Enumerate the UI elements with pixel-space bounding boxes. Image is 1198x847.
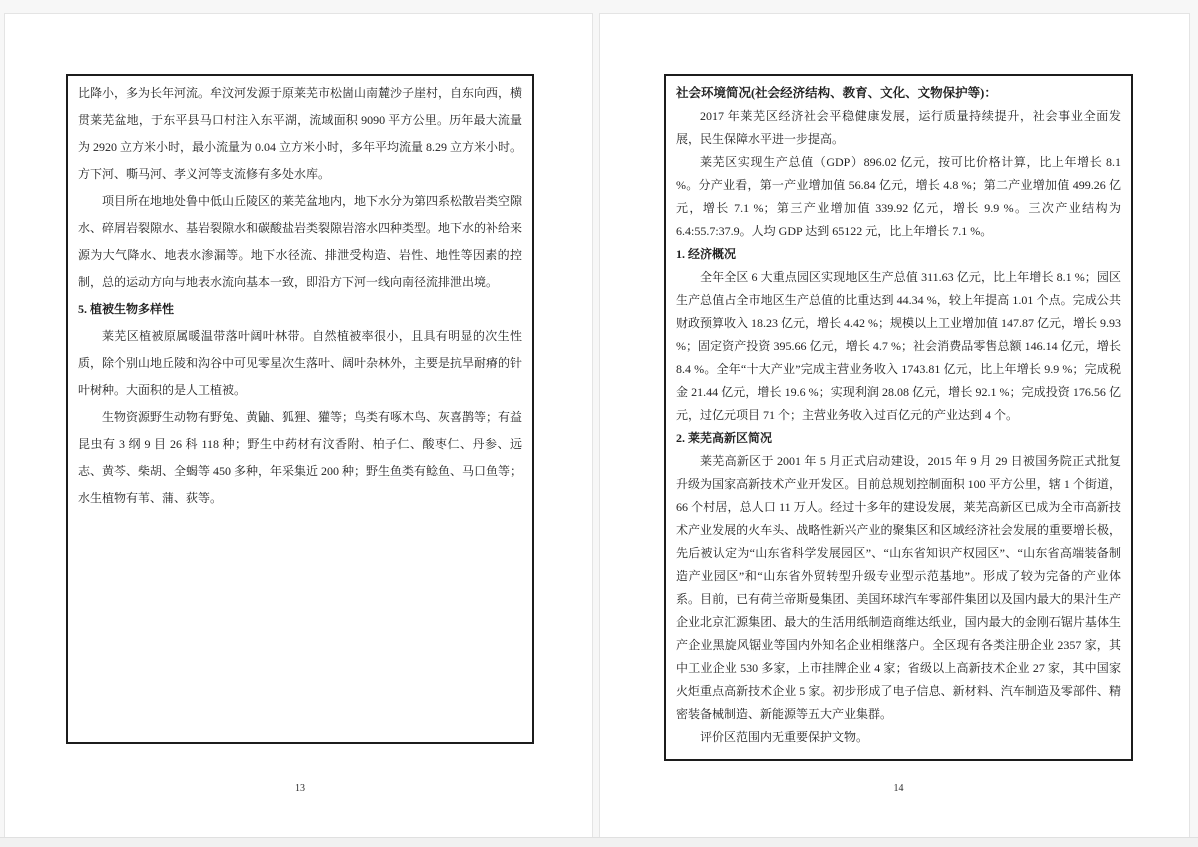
- section-heading: 2. 莱芜高新区简况: [676, 431, 773, 445]
- page-13-content-box: [66, 74, 534, 744]
- section-heading: 1. 经济概况: [676, 247, 737, 261]
- section-title: 社会环境简况(社会经济结构、教育、文化、文物保护等)：: [676, 86, 997, 100]
- paragraph: 评价区范围内无重要保护文物。: [700, 730, 869, 744]
- paragraph: 生物资源野生动物有野兔、黄鼬、狐狸、獾等；鸟类有啄木鸟、灰喜鹊等；有益昆虫有 3 纲 9 目 26 科 118 种；野生中药材有汶香附、柏子仁、酸枣仁、丹参、远志、黄芩、柴胡、全蝎等 450 多种，年采集近 200 种；野生鱼类有鲶鱼、马口鱼等；水生植物有苇、蒲、荻等。: [78, 410, 523, 505]
- page-number-13: 13: [295, 783, 305, 794]
- paragraph: 项目所在地地处鲁中低山丘陵区的莱芜盆地内，地下水分为第四系松散岩类空隙水、碎屑岩裂隙水、基岩裂隙水和碳酸盐岩类裂隙岩溶水四种类型。地下水的补给来源为大气降水、地表水渗漏等。地下水径流、排泄受构造、岩性、地性等因素的控制，总的运动方向与地表水流向基本一致，即沿方下河一线向南径流排泄出境。: [78, 194, 523, 289]
- paragraph: 比降小，多为长年河流。牟汶河发源于原莱芜市松崮山南麓沙子崖村，自东向西，横贯莱芜盆地，于东平县马口村注入东平湖，流域面积 9090 平方公里。历年最大流量为 2920 立方米小时，最小流量为 0.04 立方米小时，多年平均流量 8.29 立方米小时。方下河、嘶马河、孝义河等支流修有多处水库。: [78, 86, 523, 181]
- section-heading: 5. 植被生物多样性: [78, 302, 175, 316]
- page-14-content-box: [664, 74, 1133, 761]
- page-13: [4, 13, 593, 838]
- page-number-14: 14: [893, 783, 904, 794]
- page-14: [599, 13, 1190, 838]
- paragraph: 全年全区 6 大重点园区实现地区生产总值 311.63 亿元，比上年增长 8.1 %；园区生产总值占全市地区生产总值的比重达到 44.34 %，较上年提高 1.01 个点。完成公共财政预算收入 18.23 亿元，增长 4.42 %；规模以上工业增加值 147.87 亿元，增长 9.93 %；固定资产投资 395.66 亿元，增长 4.7 %；社会消费品零售总额 146.14 亿元，增长 8.4 %。全年“十大产业”完成主营业务收入 1743.81 亿元，比上年增长 9.9 %；完成税金 21.44 亿元，增长 19.6 %；实现利润 28.08 亿元，增长 92.1 %；完成投资 176.56 亿元，过亿元项目 71 个；主营业务收入过百亿元的产业达到 4 个。: [676, 270, 1121, 422]
- paragraph: 莱芜区植被原属暖温带落叶阔叶林带。自然植被率很小，且具有明显的次生性质，除个别山地丘陵和沟谷中可见零星次生落叶、阔叶杂林外，主要是抗旱耐瘠的针叶树种。大面积的是人工植被。: [78, 329, 523, 397]
- viewer-bottom-strip: [0, 837, 1198, 847]
- paragraph: 莱芜高新区于 2001 年 5 月正式启动建设，2015 年 9 月 29 日被国务院正式批复升级为国家高新技术产业开发区。目前总规划控制面积 100 平方公里，辖 1 个街道，66 个村居，总人口 11 万人。经过十多年的建设发展，莱芜高新区已成为全市高新技术产业发展的火车头、战略性新兴产业的聚集区和区域经济社会发展的重要增长极，先后被认定为“山东省科学发展园区”、“山东省知识产权园区”、“山东省高端装备制造产业园区”和“山东省外贸转型升级专业型示范基地”。形成了较为完备的产业体系。目前，已有荷兰帝斯曼集团、美国环球汽车零部件集团以及国内最大的果汁生产企业北京汇源集团、最大的生活用纸制造商维达纸业，国内最大的金刚石锯片基体生产企业黑旋风锯业等国内外知名企业相继落户。全区现有各类注册企业 2357 家，其中工业企业 530 多家，上市挂牌企业 4 家；省级以上高新技术企业 27 家，其中国家火炬重点高新技术企业 5 家。初步形成了电子信息、新材料、汽车制造及零部件、精密装备械制造、新能源等五大产业集群。: [676, 454, 1121, 721]
- paragraph: 莱芜区实现生产总值（GDP）896.02 亿元，按可比价格计算，比上年增长 8.1 %。分产业看，第一产业增加值 56.84 亿元，增长 4.8 %；第二产业增加值 499.26 亿元，增长 7.1 %；第三产业增加值 339.92 亿元，增长 9.9 %。三次产业结构为 6.4:55.7:37.9。人均 GDP 达到 65122 元，比上年增长 7.1 %。: [676, 155, 1121, 238]
- paragraph: 2017 年莱芜区经济社会平稳健康发展，运行质量持续提升，社会事业全面发展，民生保障水平进一步提高。: [676, 109, 1121, 146]
